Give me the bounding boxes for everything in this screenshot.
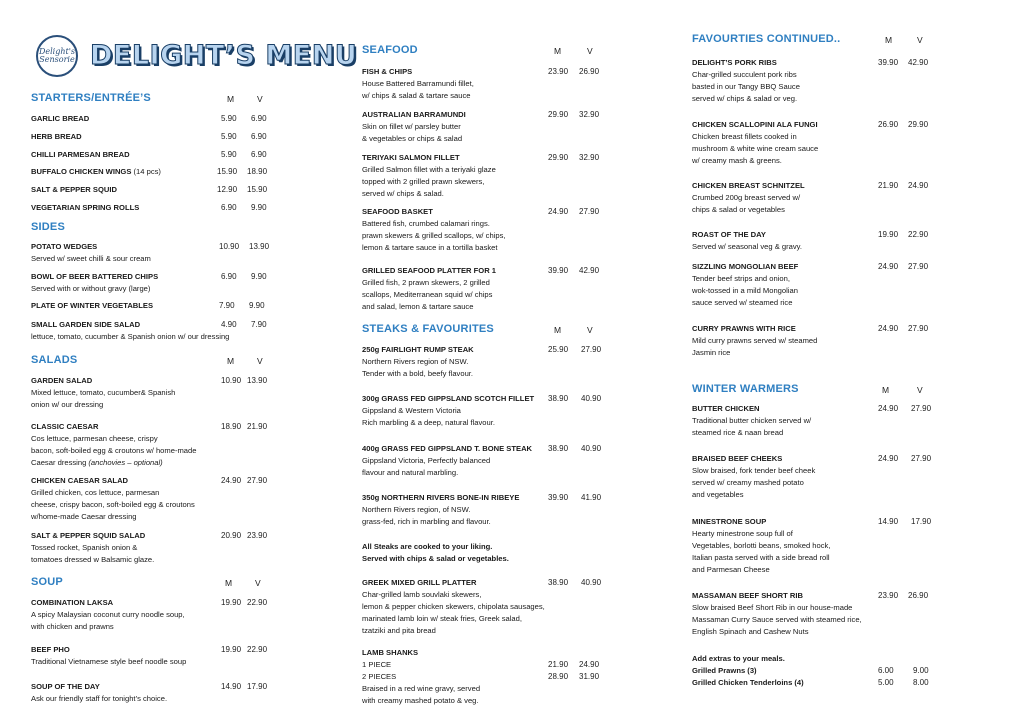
price-m: 5.90 (221, 150, 237, 159)
menu-item: MASSAMAN BEEF SHORT RIB Slow braised Beef Short Rib in our house-made Massaman Curry Sauce served with steamed rice, English Spinach and Cashew Nuts (692, 591, 862, 636)
price-m: 24.90 (878, 324, 899, 333)
menu-item: 250g FAIRLIGHT RUMP STEAK Northern Rivers region of NSW. Tender with a bold, beefy flavour. (362, 345, 474, 378)
price-v: 27.90 (908, 324, 929, 333)
price-m: 12.90 (217, 185, 238, 194)
price-m: 39.90 (878, 58, 899, 67)
menu-item: GREEK MIXED GRILL PLATTER Char-grilled lamb souvlaki skewers, lemon & pepper chicken skewers, chipolata sausages, marinated lamb loin w/ steak fries, Greek salad, tzatziki and pita bread (362, 578, 545, 635)
v-label: V (917, 385, 923, 395)
price-v: 6.90 (251, 114, 267, 123)
price-v: 27.90 (581, 345, 602, 354)
menu-item: DELIGHT’S PORK RIBS Char-grilled succulent pork ribs basted in our Tangy BBQ Sauce served w/ chips & salad or veg. (692, 58, 800, 103)
price-m: 24.90 (221, 476, 242, 485)
price-v: 9.00 (913, 666, 929, 675)
menu-item: CHILLI PARMESAN BREAD (31, 150, 130, 159)
price-v: 32.90 (579, 153, 600, 162)
menu-item: CHICKEN CAESAR SALAD Grilled chicken, cos lettuce, parmesan cheese, crispy bacon, soft-boiled egg & croutons w/home-made Caesar dressing (31, 476, 195, 521)
price-m: 7.90 (219, 301, 235, 310)
price-m: 39.90 (548, 493, 569, 502)
m-label: M (554, 325, 562, 335)
menu-item: CHICKEN SCALLOPINI ALA FUNGI Chicken breast fillets cooked in mushroom & white wine cream sauce w/ creamy mash & greens. (692, 120, 819, 165)
price-m: 38.90 (548, 578, 569, 587)
price-v: 23.90 (247, 531, 268, 540)
extra-item: Grilled Prawns (3) (692, 666, 757, 675)
price-v: 18.90 (247, 167, 268, 176)
price-v: 22.90 (247, 645, 268, 654)
price-v: 27.90 (908, 262, 929, 271)
price-v: 26.90 (908, 591, 929, 600)
price-m: 19.90 (221, 598, 242, 607)
price-v: 27.90 (247, 476, 268, 485)
menu-item: CHICKEN BREAST SCHNITZEL Crumbed 200g breast served w/ chips & salad or vegetables (692, 181, 805, 214)
menu-item: POTATO WEDGES Served w/ sweet chilli & sour cream (31, 242, 151, 263)
price-m: 23.90 (878, 591, 899, 600)
price-m: 6.90 (221, 203, 237, 212)
price-m: 38.90 (548, 394, 569, 403)
m-label: M (227, 356, 235, 366)
price-m: 21.90 (878, 181, 899, 190)
price-m: 28.90 (548, 672, 569, 681)
soup-heading: SOUP (31, 576, 63, 588)
price-m: 5.90 (221, 114, 237, 123)
price-m: 29.90 (548, 110, 569, 119)
menu-item: PLATE OF WINTER VEGETABLES (31, 301, 154, 310)
price-v: 31.90 (579, 672, 600, 681)
price-v: 13.90 (247, 376, 268, 385)
price-v: 27.90 (579, 207, 600, 216)
seafood-heading: SEAFOOD (362, 44, 418, 56)
menu-item: GRILLED SEAFOOD PLATTER FOR 1 Grilled fish, 2 prawn skewers, 2 grilled scallops, Mediterranean squid w/ chips and salad, lemon & tartare sauce (362, 266, 497, 311)
menu-item: SOUP OF THE DAY Ask our friendly staff for tonight’s choice. (31, 682, 168, 703)
menu-item: SALT & PEPPER SQUID (31, 185, 117, 194)
price-m: 6.90 (221, 272, 237, 281)
price-v: 9.90 (249, 301, 265, 310)
sides-heading: SIDES (31, 221, 66, 233)
menu-item: MINESTRONE SOUP Hearty minestrone soup full of Vegetables, borlotti beans, smoked hock, Italian pasta served with a side bread roll and Parmesan Cheese (692, 517, 831, 574)
menu-item: BEEF PHO Traditional Vietnamese style beef noodle soup (31, 645, 187, 666)
price-v: 32.90 (579, 110, 600, 119)
price-m: 6.00 (878, 666, 894, 675)
m-label: M (882, 385, 890, 395)
menu-item: SEAFOOD BASKET Battered fish, crumbed calamari rings. prawn skewers & grilled scallops, w/ chips, lemon & tartare sauce in a tortilla basket (362, 207, 506, 252)
menu-item: GARDEN SALAD Mixed lettuce, tomato, cucumber& Spanish onion w/ our dressing (31, 376, 176, 409)
v-label: V (587, 325, 593, 335)
m-label: M (885, 35, 893, 45)
winter-heading: WINTER WARMERS (692, 383, 799, 395)
price-m: 19.90 (878, 230, 899, 239)
price-v: 29.90 (908, 120, 929, 129)
price-v: 17.90 (911, 517, 932, 526)
menu-item: SIZZLING MONGOLIAN BEEF Tender beef strips and onion, wok-tossed in a mild Mongolian sauce served w/ steamed rice (692, 262, 799, 307)
menu-item: CURRY PRAWNS WITH RICE Mild curry prawns served w/ steamed Jasmin rice (692, 324, 818, 357)
price-v: 21.90 (247, 422, 268, 431)
price-v: 9.90 (251, 203, 267, 212)
price-m: 10.90 (221, 376, 242, 385)
starters-heading: STARTERS/ENTRÉE’S (31, 92, 151, 104)
v-label: V (917, 35, 923, 45)
price-v: 7.90 (251, 320, 267, 329)
m-label: M (225, 578, 233, 588)
price-m: 26.90 (878, 120, 899, 129)
v-label: V (255, 578, 261, 588)
m-label: M (554, 46, 562, 56)
menu-item: 300g GRASS FED GIPPSLAND SCOTCH FILLET Gippsland & Western Victoria Rich marbling & a deep, natural flavour. (362, 394, 535, 427)
price-m: 15.90 (217, 167, 238, 176)
price-m: 20.90 (221, 531, 242, 540)
price-v: 27.90 (911, 404, 932, 413)
menu-item: CLASSIC CAESAR Cos lettuce, parmesan cheese, crispy bacon, soft-boiled egg & croutons w/ home-made Caesar dressing (anchovies – optional) (31, 422, 197, 467)
price-m: 10.90 (219, 242, 240, 251)
price-v: 40.90 (581, 394, 602, 403)
price-v: 27.90 (911, 454, 932, 463)
price-v: 13.90 (249, 242, 270, 251)
price-v: 24.90 (908, 181, 929, 190)
price-v: 15.90 (247, 185, 268, 194)
price-m: 14.90 (221, 682, 242, 691)
price-m: 5.90 (221, 132, 237, 141)
price-v: 22.90 (908, 230, 929, 239)
price-v: 42.90 (579, 266, 600, 275)
price-m: 5.00 (878, 678, 894, 687)
menu-item: LAMB SHANKS 1 PIECE 2 PIECES Braised in a red wine gravy, served with creamy mashed potato & veg. (362, 648, 481, 705)
price-v: 22.90 (247, 598, 268, 607)
extras-title: Add extras to your meals. (692, 654, 785, 663)
price-v: 6.90 (251, 150, 267, 159)
price-m: 4.90 (221, 320, 237, 329)
v-label: V (587, 46, 593, 56)
menu-item: FISH & CHIPS House Battered Barramundi fillet, w/ chips & salad & tartare sauce (362, 67, 474, 100)
price-m: 24.90 (548, 207, 569, 216)
menu-item: SMALL GARDEN SIDE SALAD lettuce, tomato, cucumber & Spanish onion w/ our dressing (31, 320, 230, 341)
menu-item: VEGETARIAN SPRING ROLLS (31, 203, 140, 212)
salads-heading: SALADS (31, 354, 78, 366)
menu-item: 350g NORTHERN RIVERS BONE-IN RIBEYE Northern Rivers region, of NSW. grass-fed, rich in marbling and flavour. (362, 493, 520, 526)
price-v: 26.90 (579, 67, 600, 76)
price-m: 24.90 (878, 454, 899, 463)
menu-item: COMBINATION LAKSA A spicy Malaysian coconut curry noodle soup, with chicken and prawns (31, 598, 185, 631)
menu-item: 400g GRASS FED GIPPSLAND T. BONE STEAK Gippsland Victoria, Perfectly balanced flavour and natural marbling. (362, 444, 533, 477)
v-label: V (257, 94, 263, 104)
v-label: V (257, 356, 263, 366)
menu-item: HERB BREAD (31, 132, 82, 141)
menu-item: SALT & PEPPER SQUID SALAD Tossed rocket, Spanish onion & tomatoes dressed w Balsamic glaze. (31, 531, 155, 564)
price-m: 39.90 (548, 266, 569, 275)
menu-item: GARLIC BREAD (31, 114, 90, 123)
price-v: 42.90 (908, 58, 929, 67)
price-v: 24.90 (579, 660, 600, 669)
price-v: 8.00 (913, 678, 929, 687)
menu-item: TERIYAKI SALMON FILLET Grilled Salmon fillet with a teriyaki glaze topped with 2 grilled prawn skewers, served w/ chips & salad. (362, 153, 496, 198)
menu-item: BOWL OF BEER BATTERED CHIPS Served with or without gravy (large) (31, 272, 159, 293)
price-m: 23.90 (548, 67, 569, 76)
price-m: 24.90 (878, 404, 899, 413)
price-m: 18.90 (221, 422, 242, 431)
menu-item: BUTTER CHICKEN Traditional butter chicken served w/ steamed rice & naan bread (692, 404, 812, 437)
extra-item: Grilled Chicken Tenderloins (4) (692, 678, 804, 687)
price-m: 21.90 (548, 660, 569, 669)
menu-item: BUFFALO CHICKEN WINGS (14 pcs) (31, 167, 161, 176)
price-m: 38.90 (548, 444, 569, 453)
favourites-heading: FAVOURTIES CONTINUED.. (692, 33, 841, 45)
menu-title: DELIGHT’S MENU (90, 40, 358, 71)
price-m: 19.90 (221, 645, 242, 654)
steaks-heading: STEAKS & FAVOURITES (362, 323, 494, 335)
price-v: 40.90 (581, 578, 602, 587)
menu-item: AUSTRALIAN BARRAMUNDI Skin on fillet w/ parsley butter & vegetables or chips & salad (362, 110, 466, 143)
price-v: 17.90 (247, 682, 268, 691)
steaks-note: All Steaks are cooked to your liking. Served with chips & salad or vegetables. (362, 542, 509, 563)
price-m: 24.90 (878, 262, 899, 271)
price-v: 40.90 (581, 444, 602, 453)
price-m: 29.90 (548, 153, 569, 162)
menu-item: ROAST OF THE DAY Served w/ seasonal veg & gravy. (692, 230, 803, 251)
price-v: 6.90 (251, 132, 267, 141)
price-m: 25.90 (548, 345, 569, 354)
price-v: 9.90 (251, 272, 267, 281)
m-label: M (227, 94, 235, 104)
menu-item: BRAISED BEEF CHEEKS Slow braised, fork tender beef cheek served w/ creamy mashed potato and vegetables (692, 454, 816, 499)
price-m: 14.90 (878, 517, 899, 526)
price-v: 41.90 (581, 493, 602, 502)
restaurant-logo: Delight's Sensorie (36, 35, 78, 77)
